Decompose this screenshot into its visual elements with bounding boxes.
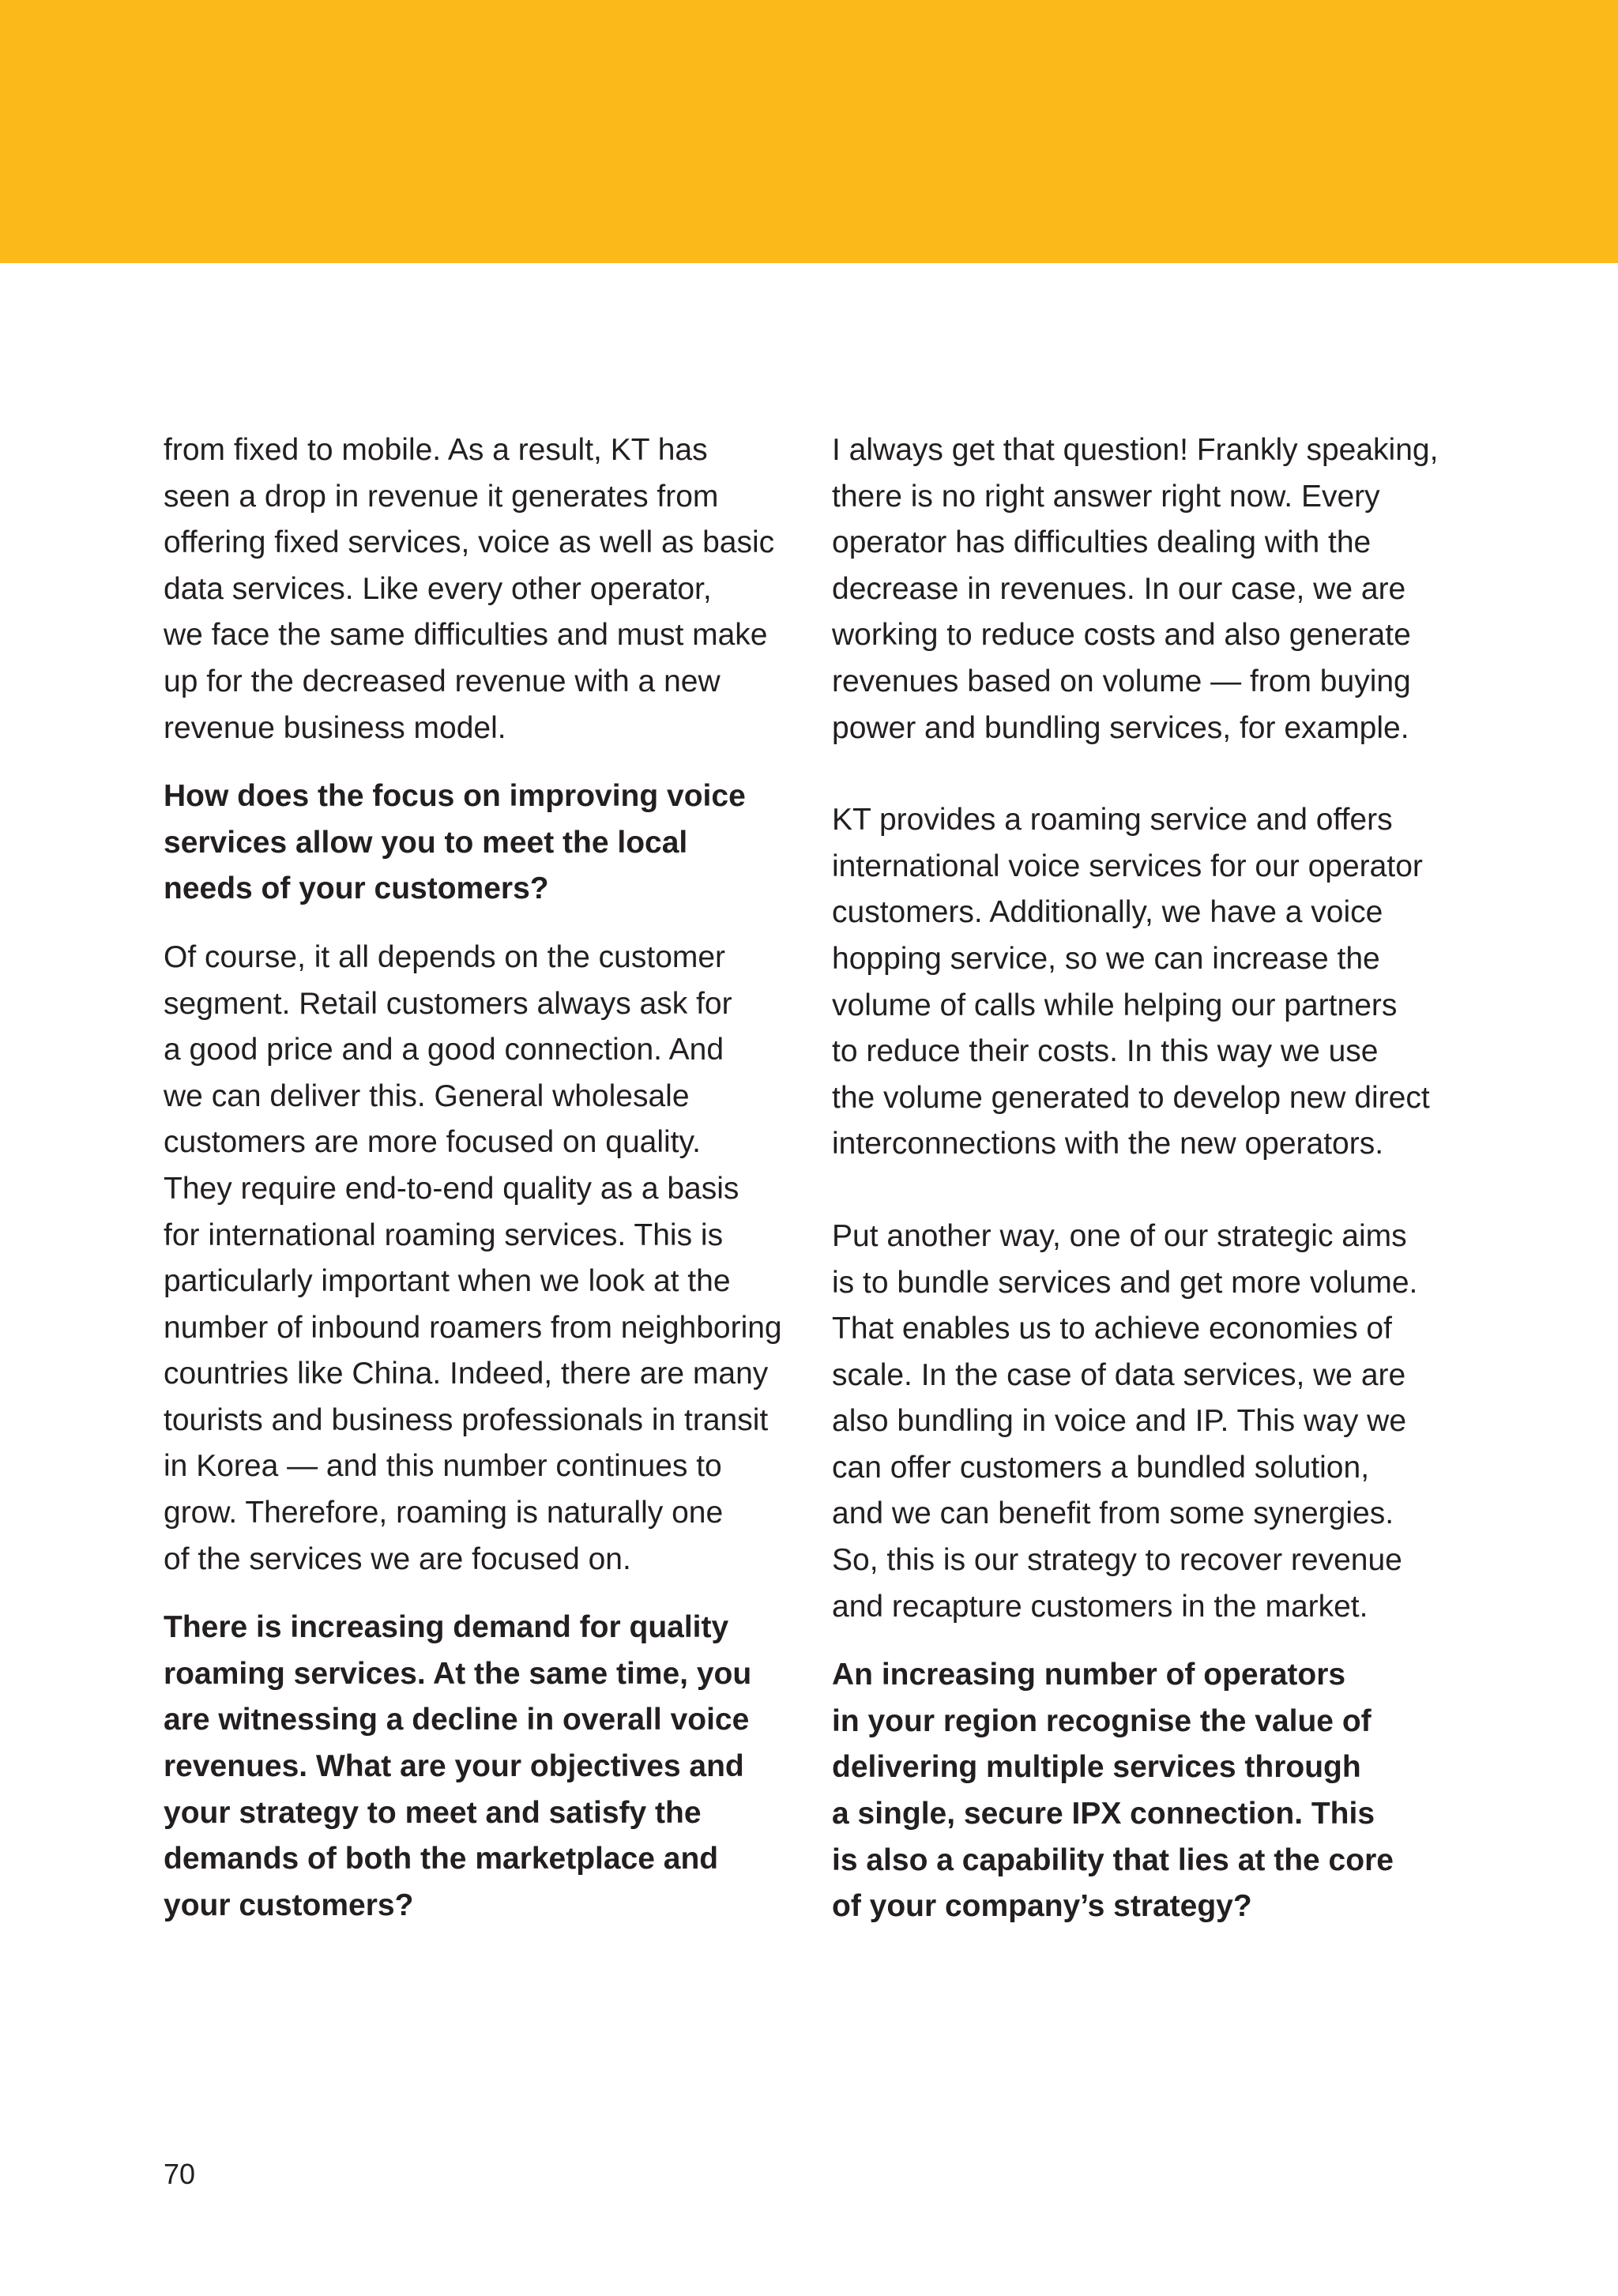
answer-paragraph	[832, 427, 1503, 751]
text-line: and we can benefit from some synergies.	[832, 1496, 1394, 1531]
text-line: operator has difficulties dealing with the	[832, 525, 1372, 560]
interview-question	[164, 1605, 835, 1929]
text-line: interconnections with the new operators.	[832, 1127, 1384, 1161]
text-line: revenue business model.	[164, 710, 506, 745]
text-line: seen a drop in revenue it generates from	[164, 479, 719, 514]
text-line: a good price and a good connection. And	[164, 1033, 724, 1067]
interview-question	[832, 1652, 1503, 1930]
text-line: customers. Additionally, we have a voice	[832, 895, 1383, 930]
answer-paragraph	[164, 427, 835, 751]
text-line: your customers?	[164, 1888, 414, 1922]
text-line: I always get that question! Frankly speaking,	[832, 433, 1439, 467]
text-line: They require end-to-end quality as a basis	[164, 1171, 739, 1206]
text-line: scale. In the case of data services, we are	[832, 1357, 1406, 1392]
text-line: of the services we are focused on.	[164, 1541, 631, 1576]
text-line: revenues based on volume — from buying	[832, 664, 1411, 698]
text-line: a single, secure IPX connection. This	[832, 1797, 1375, 1831]
text-line: countries like China. Indeed, there are many	[164, 1357, 769, 1391]
text-line: So, this is our strategy to recover revenue	[832, 1543, 1402, 1578]
text-line: delivering multiple services through	[832, 1750, 1361, 1785]
text-line: There is increasing demand for quality	[164, 1610, 729, 1645]
text-line: is to bundle services and get more volume.	[832, 1265, 1418, 1300]
text-line: also bundling in voice and IP. This way we	[832, 1404, 1407, 1439]
page-number: 70	[164, 2158, 196, 2190]
text-line: revenues. What are your objectives and	[164, 1749, 744, 1784]
text-line: particularly important when we look at the	[164, 1264, 731, 1299]
text-line: Put another way, one of our strategic aims	[832, 1218, 1407, 1253]
text-line: from fixed to mobile. As a result, KT has	[164, 433, 708, 467]
text-line: number of inbound roamers from neighboring	[164, 1310, 782, 1345]
text-line: needs of your customers?	[164, 871, 549, 906]
text-line: An increasing number of operators	[832, 1658, 1346, 1692]
text-line: for international roaming services. This is	[164, 1218, 724, 1252]
text-line: up for the decreased revenue with a new	[164, 664, 721, 698]
text-line: international voice services for our operator	[832, 849, 1423, 883]
text-line: we face the same difficulties and must make	[164, 618, 768, 653]
text-line: Of course, it all depends on the customer	[164, 939, 726, 974]
text-line: volume of calls while helping our partners	[832, 988, 1398, 1022]
text-line: hopping service, so we can increase the	[832, 941, 1380, 976]
text-line: offering fixed services, voice as well as basic	[164, 525, 775, 560]
text-line: grow. Therefore, roaming is naturally one	[164, 1496, 724, 1530]
text-line: KT provides a roaming service and offers	[832, 803, 1393, 837]
answer-paragraph	[164, 935, 835, 1583]
text-line: and recapture customers in the market.	[832, 1589, 1368, 1624]
text-line: there is no right answer right now. Every	[832, 479, 1380, 514]
text-line: decrease in revenues. In our case, we are	[832, 571, 1406, 606]
text-line: customers are more focused on quality.	[164, 1125, 701, 1160]
answer-paragraph	[832, 797, 1503, 1168]
text-line: can offer customers a bundled solution,	[832, 1450, 1370, 1485]
text-line: demands of both the marketplace and	[164, 1842, 719, 1876]
text-line: segment. Retail customers always ask for	[164, 986, 732, 1021]
text-line: data services. Like every other operator,	[164, 571, 712, 606]
text-line: we can deliver this. General wholesale	[164, 1078, 690, 1113]
text-line: of your company’s strategy?	[832, 1889, 1252, 1924]
right-column	[832, 427, 1503, 1930]
text-line: That enables us to achieve economies of	[832, 1312, 1392, 1346]
text-line: in Korea — and this number continues to	[164, 1449, 722, 1484]
text-line: in your region recognise the value of	[832, 1703, 1372, 1738]
text-line: the volume generated to develop new direct	[832, 1080, 1430, 1115]
text-line: your strategy to meet and satisfy the	[164, 1795, 702, 1830]
answer-paragraph	[832, 1214, 1503, 1630]
interview-question	[164, 773, 835, 913]
left-column	[164, 427, 835, 1929]
header-color-band	[0, 0, 1618, 263]
text-line: roaming services. At the same time, you	[164, 1656, 752, 1691]
text-line: How does the focus on improving voice	[164, 779, 746, 814]
text-line: services allow you to meet the local	[164, 825, 688, 860]
text-line: working to reduce costs and also generate	[832, 618, 1411, 653]
text-line: is also a capability that lies at the core	[832, 1842, 1394, 1877]
text-line: to reduce their costs. In this way we use	[832, 1034, 1379, 1069]
text-line: power and bundling services, for example.	[832, 710, 1409, 745]
text-line: are witnessing a decline in overall voice	[164, 1703, 750, 1737]
text-line: tourists and business professionals in transit	[164, 1402, 769, 1437]
